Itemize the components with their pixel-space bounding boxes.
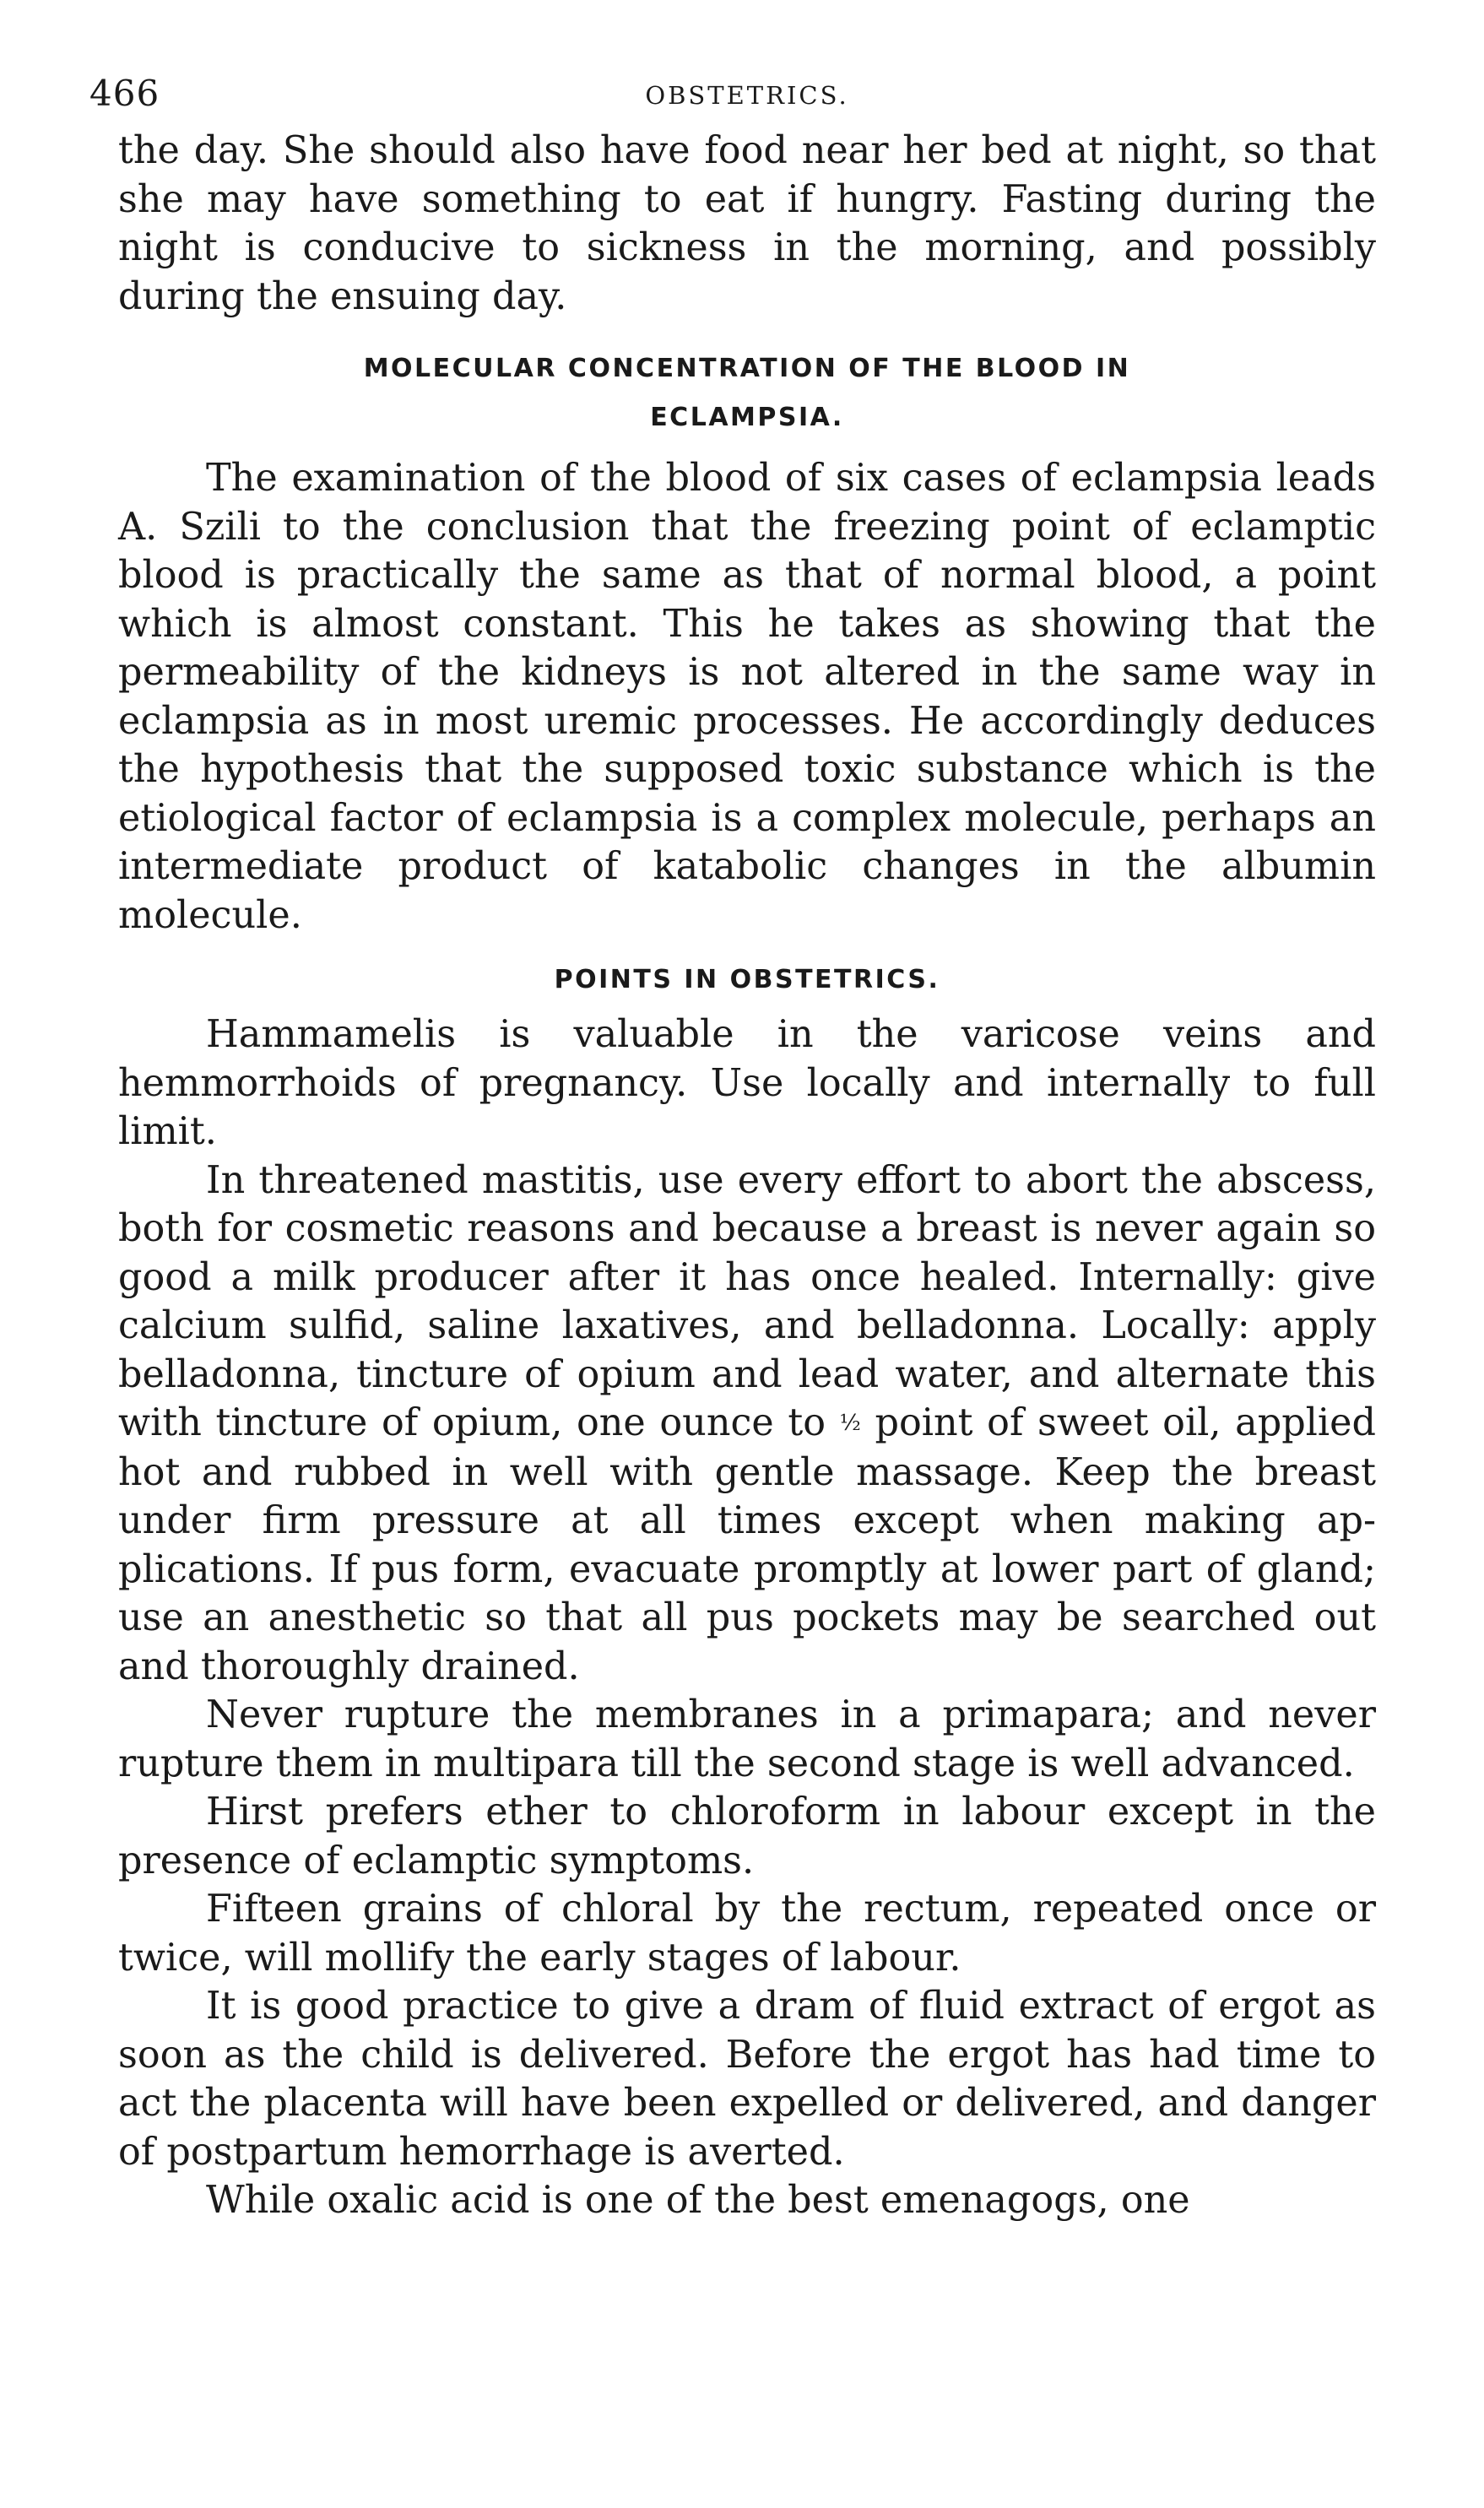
mastitis-text-part-1: In threatened mastitis, use every effort to abort the abscess, both for cosmetic reasons and because a breast is never again so good a milk producer after it has once healed. Internally: give calcium sulfid, saline laxatives, and belladonna. Locally: apply belladonna, tincture of opium and lead water, and alternate this with tincture of opium, one ounce to xyxy=(118,1158,1376,1444)
section-heading-points-in-obstetrics: POINTS IN OBSTETRICS. xyxy=(554,965,940,994)
intro-paragraph: the day. She should also have food near her bed at night, so that she may have something to eat if hungry. Fasting during the night is conducive to sickness in the morning, and possibly during the ensuing day. xyxy=(118,129,1376,318)
running-title: OBSTETRICS. xyxy=(645,81,849,110)
eclampsia-paragraph: The examination of the blood of six cases of eclampsia leads A. Szili to the conclusion that the freezing point of eclamptic blood is practically the same as that of normal blood, a point which is almost constant. This he takes as showing that the permeability of the kidneys is not altered in the same way in eclampsia as in most uremic processes. He accordingly deduces the hypothesis that the supposed toxic substance which is the etiological factor of eclampsia is a complex molecule, perhaps an intermediate product of katabolic changes in the albumin molecule. xyxy=(118,457,1376,937)
section-heading-line-1: MOLECULAR CONCENTRATION OF THE BLOOD IN xyxy=(363,354,1131,383)
paragraph-ether: Hirst prefers ether to chloroform in labour except in the presence of eclamptic symptoms. xyxy=(118,1790,1376,1882)
running-head xyxy=(89,68,1376,127)
paragraph-membranes: Never rupture the membranes in a primapara; and never rupture them in multipara till the second stage is well advanced. xyxy=(118,1693,1376,1785)
paragraph-oxalic-acid: While oxalic acid is one of the best emenagogs, one xyxy=(206,2179,1190,2222)
page-number: 466 xyxy=(89,73,160,114)
paragraph-ergot: It is good practice to give a dram of fluid extract of ergot as soon as the child is delivered. Before the ergot has had time to act the placenta will have been expelled or delivered, and danger of postpartum hemorrhage is averted. xyxy=(118,1985,1376,2174)
paragraph-mastitis xyxy=(118,1156,1376,1692)
section-heading-line-2: ECLAMPSIA. xyxy=(650,403,844,432)
paragraph-hammamelis: Hammamelis is valuable in the varicose veins and hemmorrhoids of pregnancy. Use locally and internally to full limit. xyxy=(118,1013,1376,1153)
fraction-half: ½ xyxy=(839,1411,861,1436)
section-heading-molecular-concentration xyxy=(118,344,1376,442)
book-page xyxy=(89,68,1376,2225)
paragraph-chloral: Fifteen grains of chloral by the rectum, repeated once or twice, will mollify the early stages of labour. xyxy=(118,1888,1376,1980)
mastitis-text-part-2: point of sweet oil, applied hot and rubbed in well with gentle massage. Keep the breast under firm pressure at all times except when making applications. If pus form, evacuate promptly at lower part of gland; use an anesthetic so that all pus pockets may be searched out and thoroughly drained. xyxy=(118,1401,1376,1688)
